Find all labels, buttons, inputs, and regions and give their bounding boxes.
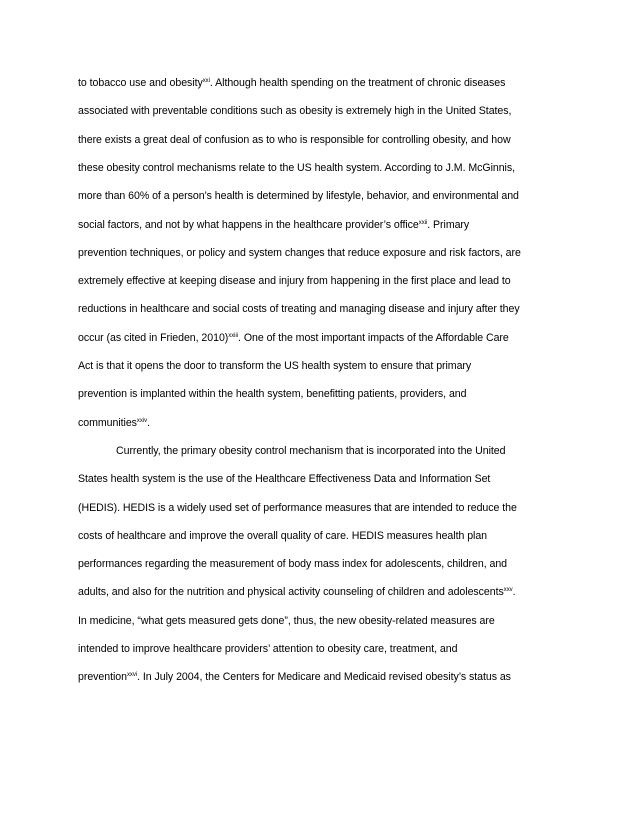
line-text-continued: . — [147, 416, 150, 429]
line-text-continued: . Primary — [427, 218, 470, 231]
text-line — [78, 585, 568, 599]
text-line — [78, 161, 568, 175]
line-text: prevention is implanted within the health system, benefitting patients, providers, and — [78, 388, 467, 401]
text-line — [78, 557, 568, 571]
line-text: performances regarding the measurement of body mass index for adolescents, children, and — [78, 558, 508, 571]
line-text: communities — [78, 416, 137, 429]
endnote-reference: xxv — [503, 587, 513, 594]
endnote-reference: xxi — [202, 78, 210, 84]
line-text: these obesity control mechanisms relate to the US health system. According to J.M. McGinnis, — [78, 161, 515, 174]
line-text-continued: . — [512, 586, 516, 599]
line-text: extremely effective at keeping disease and injury from happening in the first place and lead to — [78, 275, 511, 288]
line-text: intended to improve healthcare providers’ attention to obesity care, treatment, and — [78, 643, 458, 655]
line-text: In medicine, “what gets measured gets done”, thus, the new obesity-related measures are — [78, 614, 495, 627]
text-line — [78, 189, 568, 203]
line-text: costs of healthcare and improve the overall quality of care. HEDIS measures health plan — [78, 529, 488, 542]
line-text: reductions in healthcare and social costs of treating and managing disease and injury after they — [78, 303, 520, 316]
text-line — [78, 472, 568, 486]
text-line — [78, 614, 568, 628]
line-text-continued: . One of the most important impacts of the Affordable Care — [238, 331, 509, 344]
line-text: to tobacco use and obesity — [78, 77, 203, 89]
line-text: occur (as cited in Frieden, 2010) — [78, 331, 229, 344]
line-text: more than 60% of a person’s health is determined by lifestyle, behavior, and environmental and — [78, 190, 519, 203]
text-line — [78, 529, 568, 543]
text-line — [78, 501, 568, 515]
line-text: Act is that it opens the door to transform the US health system to ensure that primary — [78, 360, 472, 372]
text-line — [78, 302, 568, 316]
text-line — [78, 218, 568, 232]
line-text: (HEDIS). HEDIS is a widely used set of performance measures that are intended to reduce the — [78, 501, 517, 514]
text-line — [78, 670, 568, 684]
text-line — [78, 416, 568, 430]
endnote-reference: xxiv — [136, 417, 148, 424]
text-line — [78, 133, 568, 147]
line-text: prevention techniques, or policy and system changes that reduce exposure and risk factors, are — [78, 246, 521, 259]
text-line — [78, 246, 568, 260]
text-line — [78, 387, 568, 401]
text-line — [78, 104, 568, 118]
text-line — [78, 274, 568, 288]
text-line — [78, 359, 568, 373]
line-text: Currently, the primary obesity control mechanism that is incorporated into the United — [116, 444, 506, 457]
line-text: States health system is the use of the Healthcare Effectiveness Data and Information Set — [78, 473, 491, 486]
line-text: associated with preventable conditions such as obesity is extremely high in the United States, — [78, 105, 512, 118]
text-line — [116, 444, 568, 458]
text-line — [78, 76, 568, 90]
line-text: there exists a great deal of confusion as to who is responsible for controlling obesity, and how — [78, 133, 511, 146]
text-line — [78, 642, 568, 656]
endnote-reference: xxiii — [228, 332, 239, 339]
line-text: prevention — [78, 671, 127, 684]
text-line — [78, 331, 568, 345]
line-text: adults, and also for the nutrition and physical activity counseling of children and adolescents — [78, 586, 504, 599]
line-text-continued: . In July 2004, the Centers for Medicare and Medicaid revised obesity’s status as — [137, 671, 511, 684]
line-text: social factors, and not by what happens in the healthcare provider’s office — [78, 218, 419, 231]
line-text-continued: . Although health spending on the treatment of chronic diseases — [209, 77, 506, 89]
endnote-reference: xxvi — [126, 672, 138, 679]
endnote-reference: xxii — [418, 219, 428, 226]
